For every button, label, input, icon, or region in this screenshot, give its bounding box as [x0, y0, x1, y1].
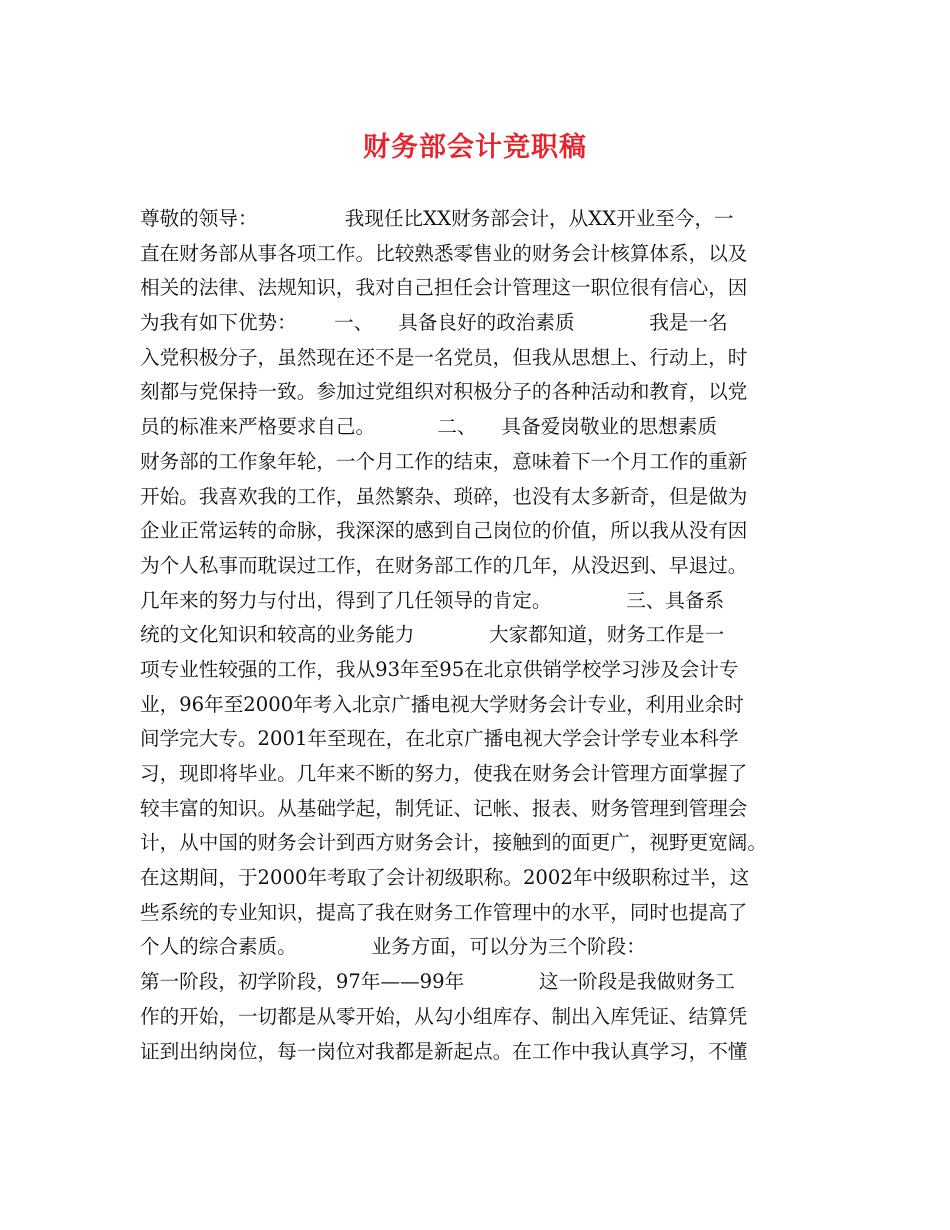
body-line: 些系统的专业知识，提高了我在财务工作管理中的水平，同时也提高了: [140, 900, 748, 924]
body-line: 直在财务部从事各项工作。比较熟悉零售业的财务会计核算体系，以及: [140, 241, 748, 265]
body-line: 入党积极分子，虽然现在还不是一名党员，但我从思想上、行动上，时: [140, 345, 748, 369]
body-line: 财务部的工作象年轮，一个月工作的结束，意味着下一个月工作的重新: [140, 449, 748, 473]
body-line: 业，96年至2000年考入北京广播电视大学财务会计专业，利用业余时: [140, 692, 744, 716]
body-line: 间学完大专。2001年至现在，在北京广播电视大学会计学专业本科学: [140, 727, 739, 751]
body-line: 证到出纳岗位，每一岗位对我都是新起点。在工作中我认真学习，不懂: [140, 1039, 748, 1063]
body-line: 较丰富的知识。从基础学起，制凭证、记帐、报表、财务管理到管理会: [140, 796, 748, 820]
document-body: [140, 202, 830, 1069]
body-line: 企业正常运转的命脉，我深深的感到自己岗位的价值，所以我从没有因: [140, 519, 748, 543]
body-line: 为个人私事而耽误过工作，在财务部工作的几年，从没迟到、早退过。: [140, 553, 748, 577]
body-line: 为我有如下优势： 一、 具备良好的政治素质 我是一名: [140, 311, 728, 335]
body-line: 习，现即将毕业。几年来不断的努力，使我在财务会计管理方面掌握了: [140, 762, 748, 785]
body-line: 作的开始，一切都是从零开始，从勾小组库存、制出入库凭证、结算凭: [140, 1004, 748, 1028]
body-line: 尊敬的领导： 我现任比XX财务部会计，从XX开业至今，一: [140, 207, 734, 230]
body-line: 在这期间，于2000年考取了会计初级职称。2002年中级职称过半，这: [140, 866, 750, 890]
body-line: 项专业性较强的工作，我从93年至95在北京供销学校学习涉及会计专: [140, 657, 739, 681]
body-line: 计，从中国的财务会计到西方财务会计，接触到的面更广，视野更宽阔。: [140, 831, 767, 855]
body-line: 统的文化知识和较高的业务能力 大家都知道，财务工作是一: [140, 623, 725, 647]
body-line: 个人的综合素质。 业务方面，可以分为三个阶段：: [140, 935, 646, 959]
body-line: 开始。我喜欢我的工作，虽然繁杂、琐碎，也没有太多新奇，但是做为: [140, 484, 748, 508]
document-title: 财务部会计竞职稿: [363, 132, 587, 163]
body-line: 几年来的努力与付出，得到了几任领导的肯定。 三、具备系: [140, 588, 725, 612]
body-line: 第一阶段，初学阶段，97年——99年 这一阶段是我做财务工: [140, 970, 735, 994]
body-line: 相关的法律、法规知识，我对自己担任会计管理这一职位很有信心，因: [140, 276, 748, 300]
body-line: 刻都与党保持一致。参加过党组织对积极分子的各种活动和教育，以党: [140, 380, 748, 404]
body-line: 员的标准来严格要求自己。 二、 具备爱岗敬业的思想素质: [140, 415, 718, 439]
